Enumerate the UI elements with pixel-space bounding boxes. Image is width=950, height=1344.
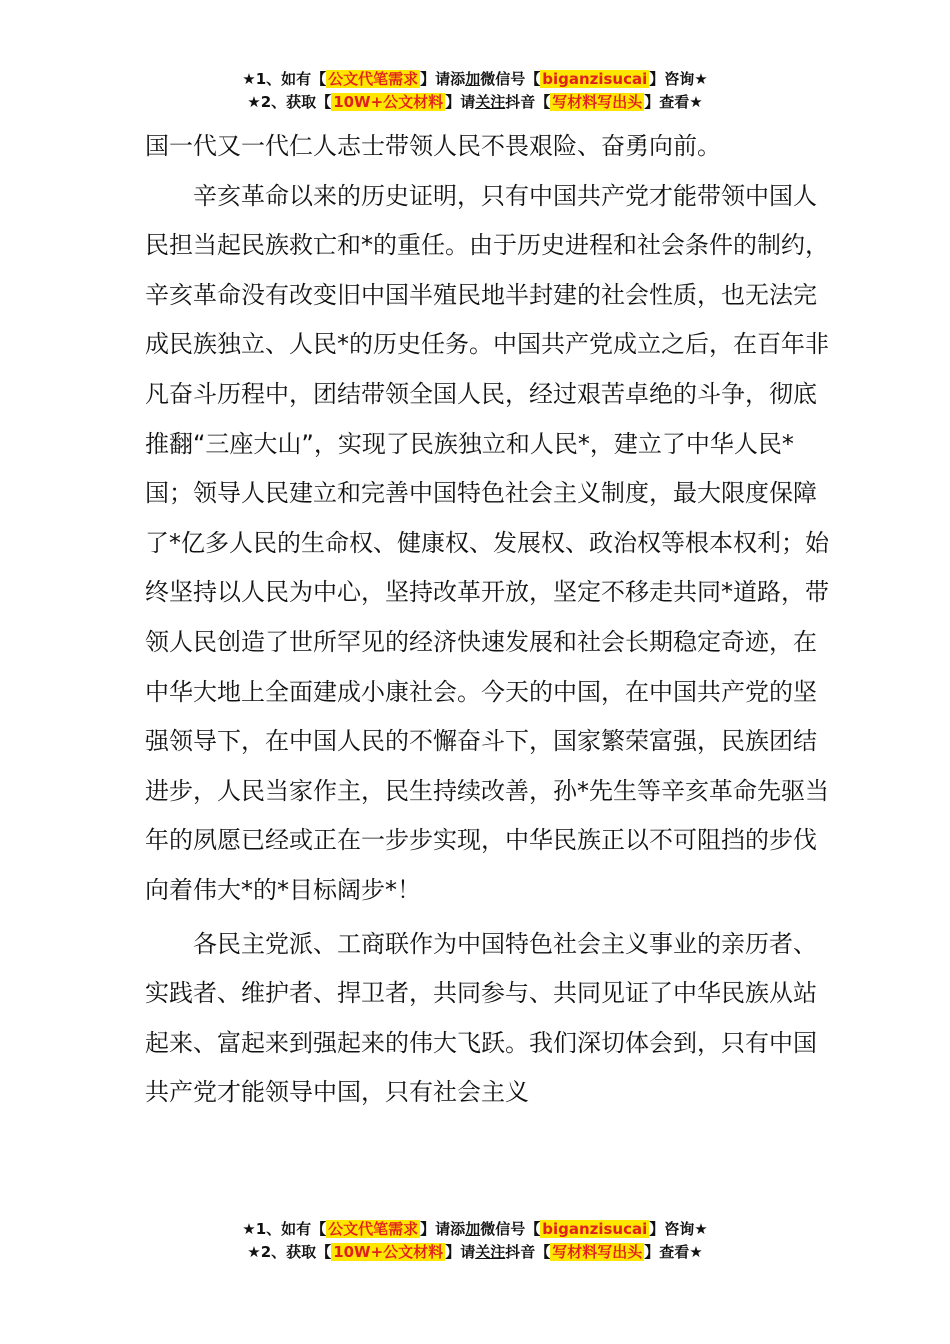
ghostwriting-highlight: 公文代笔需求	[328, 1220, 419, 1238]
header-line-2: ★2、获取【 10W+公文材料 】请关注抖音【 写材料写出头 】查看★	[247, 93, 703, 111]
footer-line-2: ★2、获取【 10W+公文材料 】请关注抖音【 写材料写出头 】查看★	[247, 1243, 703, 1261]
douyin-highlight: 写材料写出头	[552, 1243, 643, 1261]
wechat-id-highlight: biganzisucai	[542, 1220, 648, 1238]
douyin-highlight: 写材料写出头	[552, 93, 643, 111]
header-banner	[0, 68, 950, 114]
footer-line-1: ★1、如有【 公文代笔需求 】请添加微信号【 biganzisucai 】咨询★	[242, 1220, 708, 1238]
header-line-1: ★1、如有【 公文代笔需求 】请添加微信号【 biganzisucai 】咨询★	[242, 70, 708, 88]
footer-banner	[0, 1218, 950, 1264]
paragraph-continued: 国一代又一代仁人志士带领人民不畏艰险、奋勇向前。	[145, 132, 721, 160]
materials-highlight: 10W+公文材料	[333, 93, 444, 111]
paragraph: 各民主党派、工商联作为中国特色社会主义事业的亲历者、实践者、维护者、捍卫者，共同参与、共同见证了中华民族从站起来、富起来到强起来的伟大飞跃。我们深切体会到，只有中国共产党才能领导中国，只有社会主义	[145, 929, 817, 1107]
document-body	[145, 122, 835, 1118]
wechat-id-highlight: biganzisucai	[542, 70, 648, 88]
paragraph: 辛亥革命以来的历史证明，只有中国共产党才能带领中国人民担当起民族救亡和*的重任。由于历史进程和社会条件的制约，辛亥革命没有改变旧中国半殖民地半封建的社会性质，也无法完成民族独立、人民*的历史任务。中国共产党成立之后，在百年非凡奋斗历程中，团结带领全国人民，经过艰苦卓绝的斗争，彻底推翻“三座大山”，实现了民族独立和人民*，建立了中华人民*国；领导人民建立和完善中国特色社会主义制度，最大限度保障了*亿多人民的生命权、健康权、发展权、政治权等根本权利；始终坚持以人民为中心，坚持改革开放，坚定不移走共同*道路，带领人民创造了世所罕见的经济快速发展和社会长期稳定奇迹，在中华大地上全面建成小康社会。今天的中国，在中国共产党的坚强领导下，在中国人民的不懈奋斗下，国家繁荣富强，民族团结进步，人民当家作主，民生持续改善，孙*先生等辛亥革命先驱当年的夙愿已经或正在一步步实现，中华民族正以不可阻挡的步伐向着伟大*的*目标阔步*！	[145, 181, 829, 904]
materials-highlight: 10W+公文材料	[333, 1243, 444, 1261]
ghostwriting-highlight: 公文代笔需求	[328, 70, 419, 88]
